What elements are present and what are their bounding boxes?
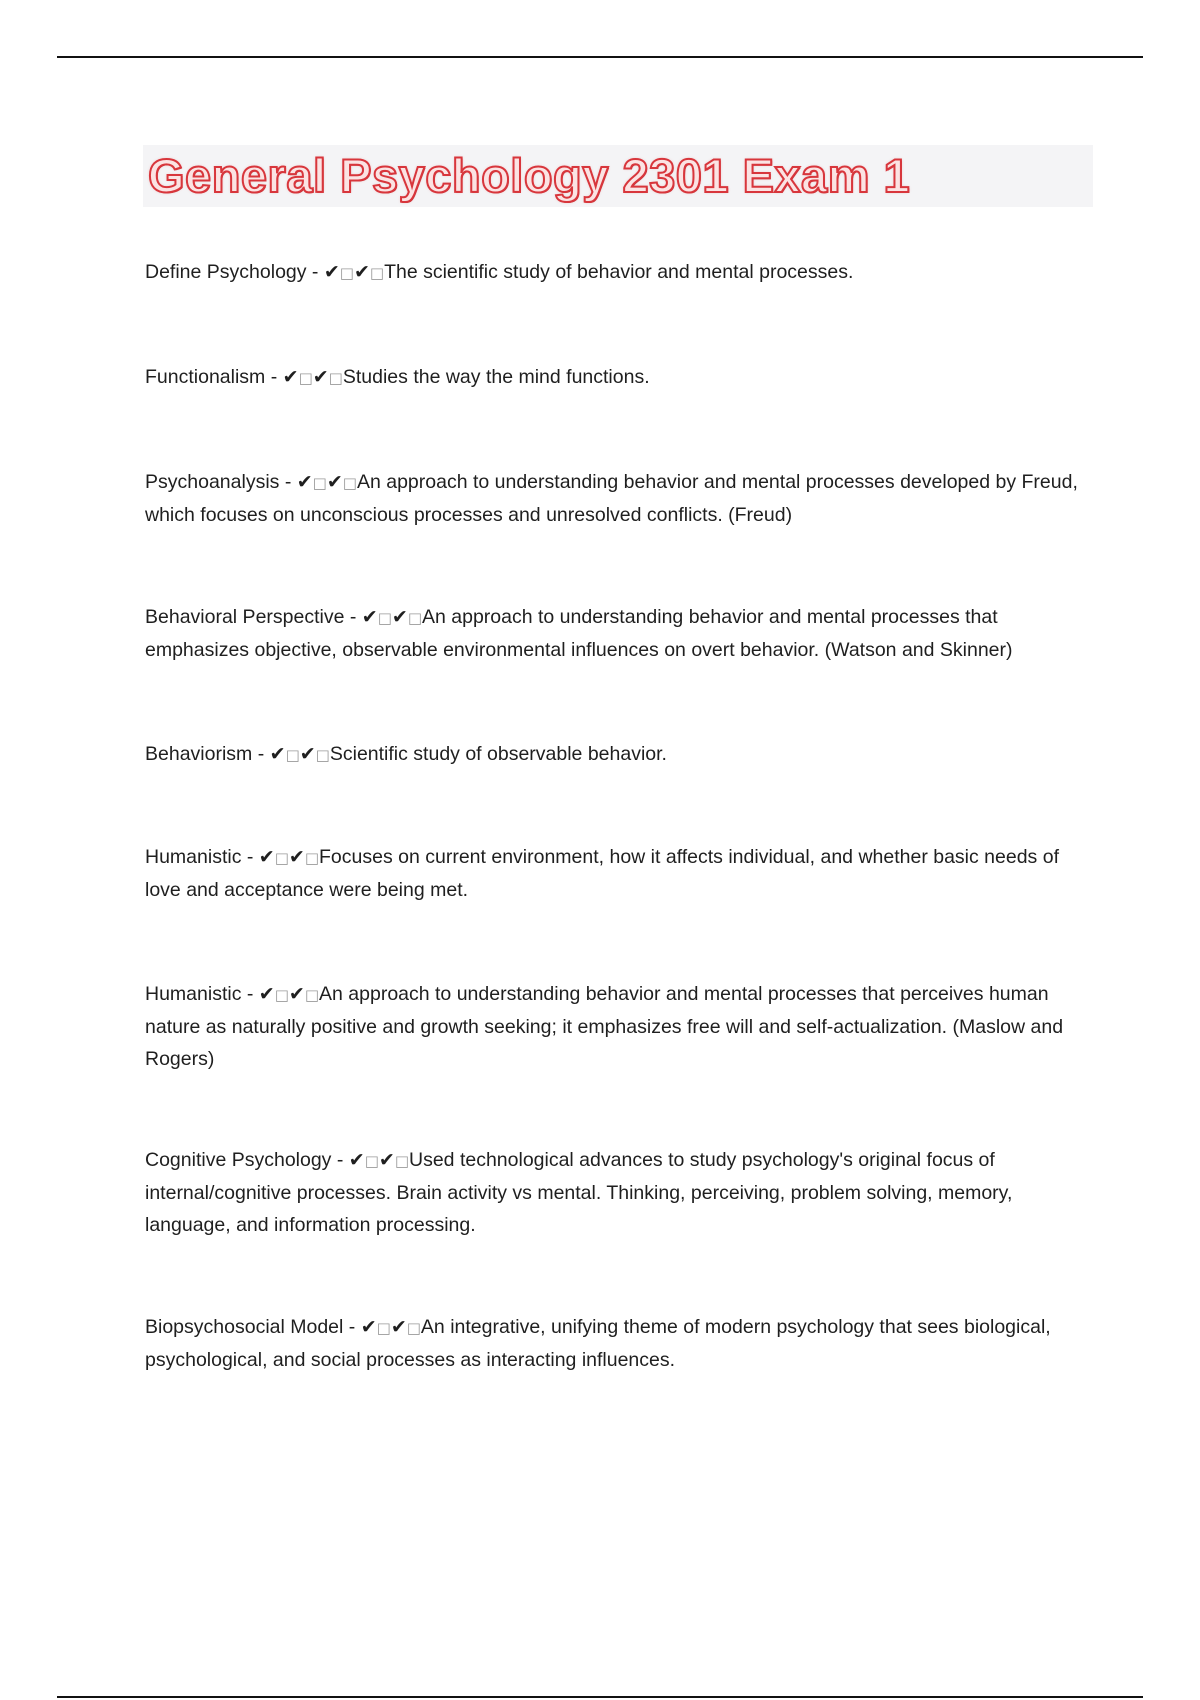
box-icon: □ <box>285 746 300 764</box>
entry-term: Define Psychology <box>145 261 307 283</box>
box-icon: □ <box>274 849 289 867</box>
entry-separator: - <box>241 983 259 1005</box>
box-icon: □ <box>406 1319 421 1337</box>
entry-separator: - <box>252 743 270 765</box>
check-icon: ✔ <box>282 366 299 388</box>
box-icon: □ <box>328 369 343 387</box>
entry-definition: Focuses on current environment, how it affects individual, and whether basic needs of love and acceptance were being met. <box>145 846 1059 901</box>
box-icon: □ <box>304 849 320 867</box>
check-icon: ✔ <box>288 983 305 1005</box>
check-icon: ✔ <box>390 1316 407 1338</box>
entry-definition: An approach to understanding behavior and mental processes that emphasizes objective, observable environmental influences on overt behavior. (Watson and Skinner) <box>145 606 1013 661</box>
check-icon: ✔ <box>323 261 340 283</box>
check-icon: ✔ <box>312 366 329 388</box>
check-icon: ✔ <box>348 1149 365 1171</box>
list-item <box>145 361 1085 394</box>
entry-separator: - <box>241 846 259 868</box>
check-icon: ✔ <box>326 471 343 493</box>
entry-separator: - <box>279 471 297 493</box>
box-icon: □ <box>407 609 422 627</box>
entry-separator: - <box>344 606 362 628</box>
entry-term: Functionalism <box>145 366 266 388</box>
list-item <box>145 256 1085 289</box>
list-item <box>145 1311 1085 1376</box>
box-icon: □ <box>315 746 330 764</box>
box-icon: □ <box>369 264 385 282</box>
entry-term: Psychoanalysis <box>145 471 280 493</box>
check-icon: ✔ <box>296 471 313 493</box>
box-icon: □ <box>304 986 320 1004</box>
list-item <box>145 841 1085 906</box>
check-icon: ✔ <box>258 846 275 868</box>
check-icon: ✔ <box>391 606 408 628</box>
check-icon: ✔ <box>288 846 305 868</box>
entry-term: Humanistic <box>145 846 242 868</box>
page-title: General Psychology 2301 Exam 1 <box>148 149 911 202</box>
footer-rule <box>57 1696 1143 1698</box>
header-rule <box>57 56 1143 58</box>
box-icon: □ <box>394 1152 409 1170</box>
box-icon: □ <box>298 369 313 387</box>
entry-term: Behaviorism <box>145 743 253 765</box>
check-icon: ✔ <box>378 1149 395 1171</box>
box-icon: □ <box>342 474 357 492</box>
entry-separator: - <box>265 366 283 388</box>
entry-definition: An approach to understanding behavior and mental processes that perceives human nature as naturally positive and growth seeking; it emphasizes free will and self-actualization. (Maslow and Rogers) <box>145 983 1064 1070</box>
check-icon: ✔ <box>360 1316 377 1338</box>
list-item <box>145 601 1085 666</box>
entry-definition: An approach to understanding behavior and mental processes developed by Freud, which focuses on unconscious processes and unresolved conflicts. (Freud) <box>145 471 1078 526</box>
entry-definition: Studies the way the mind functions. <box>342 366 650 388</box>
check-icon: ✔ <box>361 606 378 628</box>
box-icon: □ <box>377 609 392 627</box>
check-icon: ✔ <box>258 983 275 1005</box>
box-icon: □ <box>274 986 289 1004</box>
entry-term: Behavioral Perspective <box>145 606 345 628</box>
check-icon: ✔ <box>299 743 316 765</box>
list-item <box>145 466 1085 531</box>
list-item <box>145 978 1085 1075</box>
entry-definition: An integrative, unifying theme of modern psychology that sees biological, psychological, and social processes as interacting influences. <box>145 1316 1051 1371</box>
entry-term: Biopsychosocial Model <box>145 1316 344 1338</box>
entry-separator: - <box>306 261 324 283</box>
entry-definition: Used technological advances to study psychology's original focus of internal/cognitive processes. Brain activity vs mental. Thinking, perceiving, problem solving, memory, language, and information processing. <box>145 1149 1013 1236</box>
entry-separator: - <box>343 1316 361 1338</box>
entry-definition: Scientific study of observable behavior. <box>329 743 667 765</box>
list-item <box>145 1144 1085 1241</box>
box-icon: □ <box>364 1152 379 1170</box>
box-icon: □ <box>339 264 354 282</box>
entry-separator: - <box>331 1149 349 1171</box>
entry-term: Humanistic <box>145 983 242 1005</box>
check-icon: ✔ <box>269 743 286 765</box>
entry-term: Cognitive Psychology <box>145 1149 332 1171</box>
check-icon: ✔ <box>353 261 370 283</box>
box-icon: □ <box>312 474 327 492</box>
entry-definition: The scientific study of behavior and mental processes. <box>384 261 854 283</box>
box-icon: □ <box>376 1319 391 1337</box>
list-item <box>145 738 1085 771</box>
